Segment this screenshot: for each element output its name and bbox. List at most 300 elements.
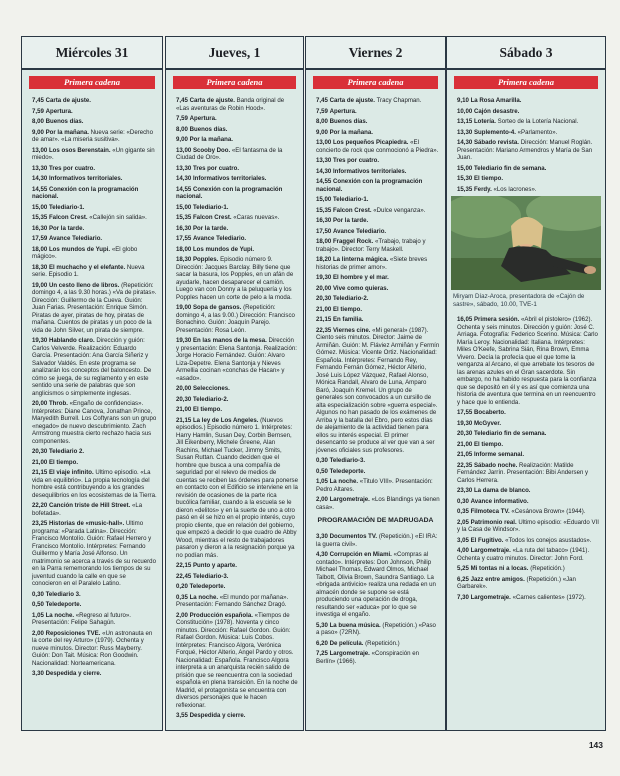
program-time: 8,00 — [32, 118, 44, 125]
late-program-list — [306, 529, 445, 665]
program-item — [32, 502, 157, 517]
program-time: 14,30 — [176, 175, 192, 182]
late-night-heading: PROGRAMACIÓN DE MADRUGADA — [317, 517, 434, 524]
program-time: 15,35 — [32, 214, 48, 221]
program-item — [457, 409, 600, 417]
program-item — [316, 139, 440, 154]
program-title: Falcon Crest. — [332, 206, 372, 214]
program-title: Los mundos de Yupi. — [48, 245, 111, 253]
program-time: 16,30 — [176, 224, 192, 232]
program-title: Informativos territoriales. — [48, 175, 123, 182]
program-description: «Los Blandings ya tienen casa». — [316, 496, 440, 511]
channel-band: Primera cadena — [313, 76, 438, 89]
program-time: 22,20 — [32, 502, 48, 509]
program-item — [32, 235, 157, 243]
program-item — [316, 207, 440, 215]
program-title: Historias de «music-hall». — [48, 520, 125, 527]
program-title: Por la tarde. — [48, 224, 85, 232]
program-title: Fraggel Rock. — [332, 238, 374, 245]
program-title: El tiempo. — [473, 440, 504, 448]
program-item — [32, 337, 157, 397]
program-description: (Repetición.) — [530, 565, 565, 573]
program-title: Sábado revista. — [473, 139, 519, 146]
program-time: 4,00 — [457, 547, 469, 555]
program-time: 15,30 — [457, 175, 473, 182]
program-description: «Engaño de confidencias». Intérpretes: Diane Canova, Jonathan Prince, Maryedith Burrell. Los Coftyrans son un grupo «negado» de nuevo descubrimiento. Zach Armstrong muestra cierto rechazo hacia sus componentes. — [32, 400, 157, 445]
program-time: 7,45 — [32, 97, 44, 104]
program-description: (Nuevos episodios.) Episodio número 1. Intérpretes: Harry Hamlin, Susan Dey, Corbin Bernsen, Jill Eikenberry, Michele Greene, Alan Rachins, Michael Tucker, Jimmy Smits, Susan Ruttan. Cuando deciden que el hombre que busca a una compañía de seguridad por el relevo de medios de cuentas se reciben las órdenes para ponerse en contacto con el Edificio se interviene en la revisión de ocasiones de la parte rica bucólica familiar, cuando a la escuela se le dieron «delitos» y en la suerte de uno a otro pasó en él se hizo en el propio interés, cuyo propio cliente, que en relación del gobierno, que empezó a decidir lo que cuadro de Abby Wood, mientras el resto de trabajadores pasaron y dieron a la resignación porque ya no podían más. — [176, 416, 298, 559]
program-description: «Tiempos de Constitución» (1978). Noventa y cinco minutos. Dirección: Rafael Gordon. Guión: Rafael Gordon. Música: Luis Cobos. Intérpretes: Francisco Algora, Verónica Forqué, Héctor Alterio, Angel Pardo y otros. Nacionalidad: Española. Francisco Algora interpreta a un anarquista recién salido de prisión que se reencuentra con la sociedad española en plena transición. En la noche de Madrid, el protagonista se encuentra con diversos personajes que le hacen reflexionar. — [176, 611, 298, 709]
program-item — [457, 118, 600, 126]
program-time: 0,30 — [457, 497, 469, 505]
program-item — [32, 469, 157, 499]
program-description: «Caras nuevas». — [233, 214, 280, 221]
program-title: Filmoteca TV. — [470, 508, 510, 516]
program-title: Ferdy. — [473, 185, 492, 193]
program-time: 9,00 — [176, 136, 188, 143]
program-time: 4,30 — [316, 551, 328, 558]
program-item — [457, 175, 600, 183]
program-item — [176, 175, 298, 183]
program-time: 14,55 — [176, 185, 192, 193]
program-time: 19,00 — [32, 281, 48, 289]
program-time: 22,35 — [316, 326, 332, 334]
program-time: 0,30 — [316, 457, 328, 464]
program-item — [457, 537, 600, 545]
program-item — [316, 468, 440, 476]
program-time: 21,00 — [32, 458, 48, 466]
program-time: 16,30 — [316, 217, 332, 224]
program-item — [176, 115, 298, 123]
program-item — [176, 406, 298, 414]
program-title: McGyver. — [473, 419, 502, 427]
program-title: Jazz entre amigos. — [470, 575, 525, 583]
program-description: «Un astronauta en la corte del rey Arturo» (1979). Ochenta y nueve minutos. Director: Russ Mayberry. Guión: Don Tait. Música: Ron Goodwin. Nacionalidad: Norteamericana. — [32, 629, 153, 667]
program-title: Sopa de gansos. — [192, 304, 242, 311]
program-time: 7,59 — [316, 107, 328, 115]
program-time: 3,05 — [457, 536, 469, 544]
program-item — [457, 451, 600, 459]
program-title: Lotería. — [473, 118, 496, 125]
program-title: Conexión con la programación nacional. — [316, 178, 423, 193]
program-title: Telediario-1. — [48, 203, 85, 211]
program-time: 13,30 — [316, 157, 332, 164]
program-title: Viernes cine. — [332, 326, 371, 334]
program-description: «El fantasma de la Ciudad de Oro». — [176, 146, 283, 161]
program-time: 13,00 — [32, 146, 48, 154]
program-title: Scooby Doo. — [192, 146, 231, 154]
program-time: 17,50 — [316, 227, 332, 235]
photo-caption: Miryam Díaz-Aroca, presentadora de «Cajón de sastre», sábado, 10.00, TVE-1 — [453, 293, 585, 308]
program-item — [176, 165, 298, 173]
day-title: Viernes 2 — [306, 37, 445, 70]
program-description: Tracy Chapman. — [376, 97, 422, 104]
program-time: 8,00 — [176, 125, 188, 133]
program-description: (Repetición.) «Paso a paso» (72RN). — [316, 621, 436, 636]
program-time: 0,35 — [457, 508, 469, 516]
program-item — [457, 594, 600, 602]
program-time: 0,35 — [176, 593, 188, 601]
program-description: «El globo mágico». — [32, 245, 138, 260]
program-time: 14,30 — [316, 167, 332, 175]
program-title: Despedida y cierre. — [45, 670, 102, 677]
program-title: Telediario-3. — [192, 572, 229, 580]
program-time: 15,00 — [316, 196, 332, 203]
program-description: «Regreso al futuro». Presentación: Felipe Sahagún. — [32, 611, 131, 626]
program-time: 18,20 — [316, 256, 332, 263]
program-time: 9,10 — [457, 97, 469, 104]
program-description: «Dulce venganza». — [373, 206, 426, 214]
program-title: Apertura. — [45, 107, 73, 115]
program-time: 1,05 — [32, 611, 44, 619]
program-item — [316, 228, 440, 236]
program-title: Hablando claro. — [48, 337, 95, 344]
program-title: Informativos territoriales. — [192, 175, 267, 182]
channel-band: Primera cadena — [454, 76, 598, 89]
program-title: Avance Telediario. — [192, 235, 247, 242]
program-description: (Repetición.) «El IRA: la guerra civil». — [316, 533, 438, 548]
program-list — [22, 93, 162, 678]
program-item — [316, 285, 440, 293]
program-title: Conexión con la programación nacional. — [176, 185, 283, 200]
program-time: 14,30 — [457, 139, 473, 146]
program-time: 21,15 — [176, 416, 192, 424]
program-item — [176, 256, 298, 301]
program-title: La buena música. — [329, 621, 381, 629]
program-item — [176, 235, 298, 243]
program-time: 19,30 — [176, 337, 192, 344]
program-description: «Carnes calientes» (1972). — [512, 593, 586, 601]
program-description: «La bofetada». — [32, 502, 143, 517]
program-title: Falcon Crest. — [48, 214, 88, 221]
program-title: Documentos TV. — [329, 533, 378, 540]
program-title: Carta de ajuste. — [329, 97, 375, 104]
program-description: Dirección y guión: Carlos Velverde. Realización: Eduardo García. Presentación: Ana García Siñeriz y Salvador Valdés. En este programa se analizarán los conceptos del baloncesto. De cómo se juega, de su reglamento y en este sentido una serie de palabras que son anglicismos o simplemente inglesas. — [32, 337, 152, 397]
program-time: 17,59 — [32, 235, 48, 242]
column-friday — [305, 36, 446, 731]
program-time: 15,35 — [176, 214, 192, 221]
program-item — [316, 97, 440, 105]
program-item — [32, 612, 157, 627]
program-list — [166, 93, 303, 720]
program-item — [457, 129, 600, 137]
program-title: De película. — [329, 639, 364, 647]
program-item — [176, 204, 298, 212]
program-title: El muchacho y el elefante. — [48, 263, 126, 271]
program-title: Avance Telediario. — [332, 227, 387, 235]
program-item — [32, 147, 157, 162]
program-item — [316, 108, 440, 116]
program-item — [316, 168, 440, 176]
program-item — [316, 256, 440, 271]
program-title: Informativos territoriales. — [332, 167, 407, 175]
program-time: 20,30 — [457, 430, 473, 438]
program-time: 13,00 — [316, 139, 332, 146]
program-time: 3,30 — [32, 670, 44, 677]
program-title: Telediario-2. — [332, 295, 369, 302]
program-item — [457, 97, 600, 105]
program-time: 14,55 — [316, 178, 332, 185]
program-item — [316, 178, 440, 193]
program-item — [32, 459, 157, 467]
program-time: 18,30 — [32, 263, 48, 271]
program-title: Teledeporte. — [189, 583, 226, 590]
program-time: 2,00 — [316, 496, 328, 503]
channel-band: Primera cadena — [29, 76, 155, 89]
program-item — [32, 670, 157, 678]
program-time: 20,30 — [316, 295, 332, 302]
program-title: La noche. — [189, 593, 219, 601]
program-item — [457, 430, 600, 438]
program-item — [176, 612, 298, 710]
program-item — [32, 129, 157, 144]
program-title: Los pequeños Picapiedra. — [332, 139, 409, 146]
program-title: Primera sesión. — [473, 316, 520, 324]
program-item — [32, 204, 157, 212]
program-time: 9,00 — [316, 128, 328, 136]
program-time: 23,25 — [32, 520, 48, 527]
program-item — [316, 640, 440, 648]
program-title: Carta de ajuste. — [189, 97, 235, 104]
program-item — [457, 519, 600, 534]
program-list — [306, 93, 445, 511]
program-item — [316, 478, 440, 493]
program-title: Telediario 3. — [45, 590, 81, 598]
program-item — [32, 282, 157, 335]
program-item — [176, 562, 298, 570]
program-item — [176, 396, 298, 404]
program-item — [32, 630, 157, 668]
program-time: 13,00 — [176, 146, 192, 154]
program-item — [176, 246, 298, 254]
program-item — [316, 457, 440, 465]
program-time: 2,00 — [32, 629, 44, 637]
program-description: Ultimo episodio: «Eduardo VII y la Casa de Windsor». — [457, 518, 599, 534]
program-description: «Cesánova Brown» (1944). — [511, 508, 586, 516]
program-time: 21,00 — [176, 406, 192, 413]
program-item — [32, 520, 157, 588]
column-saturday — [446, 36, 606, 731]
program-time: 15,00 — [176, 203, 192, 211]
program-title: Teledeporte. — [45, 601, 82, 608]
program-time: 1,05 — [316, 478, 328, 485]
program-time: 20,00 — [316, 284, 332, 292]
program-time: 7,30 — [457, 593, 469, 601]
program-title: Los mundos de Yupi. — [192, 245, 255, 253]
program-item — [457, 420, 600, 428]
program-title: Vive como quieras. — [332, 284, 389, 292]
program-title: Popples. — [192, 256, 219, 263]
program-time: 8,00 — [316, 118, 328, 125]
program-description: «La ruta del tabaco» (1941). Ochenta y cuatro minutos. Director: John Ford. — [457, 547, 590, 562]
program-title: Un cesto lleno de libros. — [48, 281, 120, 289]
program-item — [316, 306, 440, 314]
program-item — [457, 316, 600, 406]
program-title: Canción triste de Hill Street. — [48, 502, 131, 509]
program-item — [457, 186, 600, 194]
program-title: Telediario-3. — [329, 457, 366, 464]
program-item — [316, 327, 440, 455]
day-title: Jueves, 1 — [166, 37, 303, 70]
program-time: 2,05 — [457, 518, 469, 526]
program-time: 18,30 — [176, 256, 192, 263]
program-title: Conexión con la programación nacional. — [32, 185, 139, 200]
program-item — [32, 264, 157, 279]
program-description: Episodio número 9. Dirección: Jacques Barclay. Billy tiene que sacar la basura, los Popples, en un afán de ayudarle, hacen desaparecer el camión. Luego van con Donny a la peluquería y los Popples hacen un corte de pelo a la moda. — [176, 256, 294, 301]
program-item — [176, 573, 298, 581]
program-item — [316, 496, 440, 511]
program-description: «Conspiración en Berlín» (1966). — [316, 650, 420, 665]
program-list-continued — [447, 312, 605, 601]
program-time: 15,35 — [316, 206, 332, 214]
program-title: Largometraje. — [329, 650, 370, 657]
program-title: Informe semanal. — [473, 451, 525, 459]
program-time: 23,30 — [457, 487, 473, 495]
program-title: Tres por cuatro. — [192, 164, 240, 172]
program-item — [176, 225, 298, 233]
program-title: El tiempo. — [473, 175, 504, 182]
program-description: «Abril el pistolero» (1962). Ochenta y seis minutos. Dirección y guión: José C. Arriaga. Fotografía: Federico Scerino. Música: Carlo María Leroy. Nacionalidad: Italiana. Intérpretes: Miles O'Keefe, Sabrina Sián, Rina Brown, Emma Vivero. Decía la profecía que el que tome la venganza al Arcano, el que arrebate los tesoros de las arenas azules en el Gran sacerdote. Sin embargo, no ha habido respuesta para la confianza que se depositó en él y es así que comienza una historia de aventura que termina en un reencuentro y hace que lo entienda. — [457, 316, 598, 406]
program-title: Despedida y cierre. — [189, 712, 246, 719]
program-time: 16,30 — [32, 224, 48, 232]
program-time: 2,00 — [176, 611, 188, 619]
program-description: «Todos los conejos asustados». — [505, 536, 592, 544]
program-time: 9,00 — [32, 128, 44, 136]
program-item — [32, 246, 157, 261]
program-title: Por la mañana. — [45, 128, 89, 136]
program-description: (Repetición: domingo 4, a las 9.00.) Dirección: Francisco Bonachino. Guión: Joaquín Parejo. Presentación: Rosa León. — [176, 304, 295, 334]
program-title: Tres por cuatro. — [48, 164, 96, 172]
program-time: 6,20 — [316, 639, 328, 647]
program-title: El tiempo. — [48, 458, 79, 466]
program-item — [457, 547, 600, 562]
program-title: Mi tontas ni a locas. — [470, 565, 529, 573]
program-time: 21,15 — [316, 316, 332, 323]
presenter-photo — [451, 196, 601, 290]
channel-band: Primera cadena — [173, 76, 296, 89]
program-time: 18,00 — [316, 238, 332, 245]
program-time: 16,05 — [457, 316, 473, 324]
program-description: «Parlamento». — [517, 128, 558, 136]
program-time: 14,55 — [32, 185, 48, 193]
program-title: Avance Telediario. — [48, 235, 103, 242]
program-item — [32, 601, 157, 609]
program-item — [316, 533, 440, 548]
program-title: Los osos Berenstain. — [48, 146, 111, 154]
program-time: 0,50 — [32, 601, 44, 608]
program-time: 20,30 — [176, 395, 192, 403]
program-title: El hombre y el mar. — [332, 274, 389, 281]
program-time: 0,50 — [316, 467, 328, 475]
program-title: Apertura. — [329, 107, 357, 115]
program-title: El viaje infinito. — [48, 469, 94, 476]
presenter-photo-illustration — [451, 196, 601, 290]
program-title: La linterna mágica. — [332, 256, 389, 263]
program-item — [316, 129, 440, 137]
program-item — [176, 304, 298, 334]
program-time: 13,30 — [176, 164, 192, 172]
program-title: La noche. — [329, 478, 359, 485]
program-time: 17,55 — [176, 235, 192, 242]
program-title: La noche. — [45, 611, 75, 619]
program-item — [176, 214, 298, 222]
program-time: 5,25 — [457, 565, 469, 573]
program-title: Largometraje. — [470, 593, 511, 601]
program-time: 18,00 — [32, 245, 48, 253]
program-time: 15,00 — [457, 164, 473, 172]
program-title: Patrimonio real. — [470, 518, 517, 526]
program-title: La ley de Los Angeles. — [192, 416, 259, 424]
program-item — [316, 238, 440, 253]
program-item — [316, 650, 440, 665]
program-item — [316, 316, 440, 324]
program-title: El Fugitivo. — [470, 536, 504, 544]
program-item — [176, 385, 298, 393]
program-item — [316, 217, 440, 225]
program-item — [457, 498, 600, 506]
program-title: Buenos días. — [329, 118, 368, 125]
program-title: Tres por cuatro. — [332, 157, 380, 164]
program-description: (Repetición.) — [365, 639, 400, 647]
program-item — [176, 147, 298, 162]
program-title: Telediario fin de semana. — [473, 164, 547, 172]
program-time: 7,45 — [316, 97, 328, 104]
program-description: (Repetición: domingo 4, a las 9.30 horas.) «Va de piratas». Dirección: Guillermo de la Cueva. Guión: Juan Farias. Presentación: Enrique Simón. Piratas de ayer, piratas de hoy, piratas de mañana. Cuentos de piratas y un poco de la vida de John Silver, un pirata de siempre. — [32, 281, 157, 334]
program-time: 22,45 — [176, 572, 192, 580]
program-time: 0,20 — [176, 583, 188, 590]
program-title: Avance informativo. — [470, 497, 529, 505]
program-description: Ultimo episodio. «La vida en equilibrio». La propia tecnología del hombre está contribuyendo a los grandes desequilibrios en los ecosistemas de la Tierra. — [32, 469, 157, 499]
program-description: «Un gigante sin miedo». — [32, 146, 155, 161]
program-item — [32, 591, 157, 599]
program-description: (Repetición.) «Jan Garbarek». — [457, 575, 576, 591]
program-title: Apertura. — [189, 115, 217, 122]
column-wednesday — [21, 36, 163, 731]
program-item — [32, 97, 157, 105]
day-title: Sábado 3 — [447, 37, 605, 70]
program-item — [316, 295, 440, 303]
program-description: «Los lacrones». — [493, 185, 537, 193]
program-title: Sábado noche. — [473, 461, 518, 469]
program-item — [457, 441, 600, 449]
day-title: Miércoles 31 — [22, 37, 162, 70]
program-time: 22,15 — [176, 562, 192, 569]
program-item — [316, 157, 440, 165]
program-item — [176, 337, 298, 382]
program-title: El tiempo. — [192, 406, 223, 413]
program-item — [176, 583, 298, 591]
program-time: 14,30 — [32, 175, 48, 182]
program-description: «El concierto de rock que conmocionó a Piedra». — [316, 139, 439, 154]
program-item — [32, 118, 157, 126]
program-time: 7,59 — [176, 115, 188, 122]
program-time: 7,25 — [316, 650, 328, 657]
program-item — [316, 118, 440, 126]
program-item — [176, 186, 298, 201]
program-description: «El mundo por mañana». Presentación: Fernando Sánchez Dragó. — [176, 593, 289, 608]
program-title: Por la mañana. — [189, 136, 233, 143]
program-time: 18,00 — [176, 245, 192, 253]
program-time: 15,00 — [32, 203, 48, 211]
program-item — [32, 448, 157, 456]
program-item — [32, 225, 157, 233]
program-title: Reposiciones TVE. — [45, 629, 101, 637]
program-title: Throb. — [48, 400, 68, 407]
program-title: Buenos días. — [45, 118, 84, 125]
column-thursday — [165, 36, 304, 731]
program-description: «Trabajo, trabajo y trabajo». Director: Terry Maskell. — [316, 238, 426, 253]
program-description: Dirección y presentación: Elena Santonja. Realización: Jorge Horacio Fernández. Guión: Alvaro Liza-Depetre. Elena Santonja y Nieves Armellia cocinan «conchas de Hacan» y «asado». — [176, 337, 297, 382]
